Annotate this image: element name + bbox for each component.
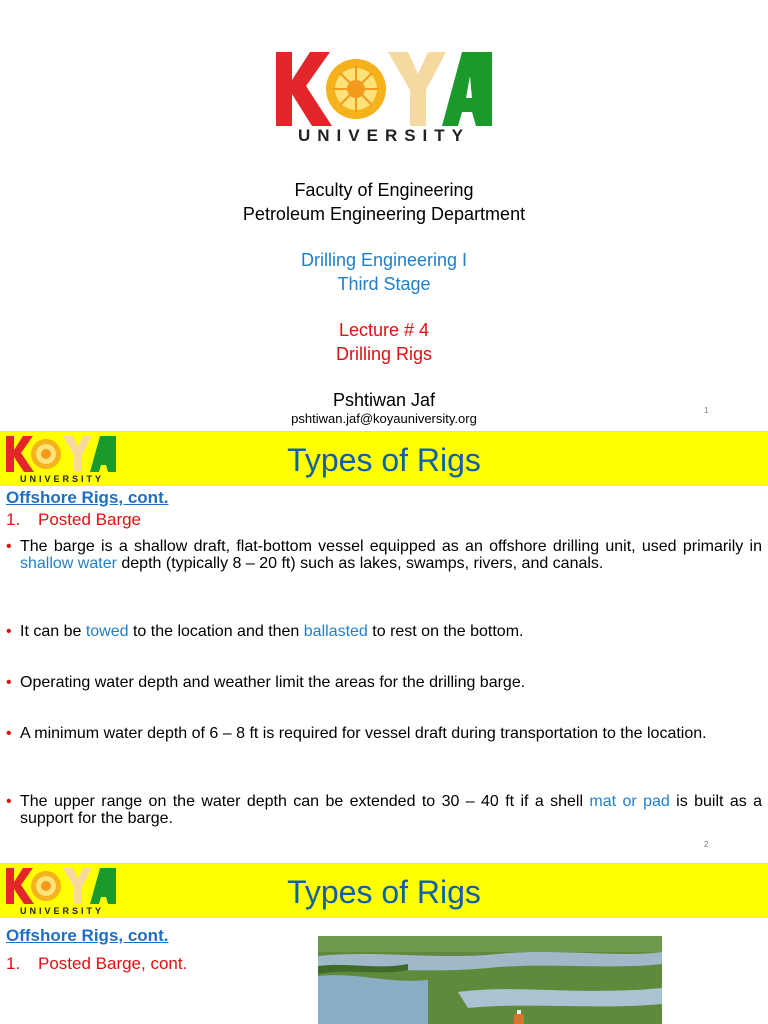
koya-logo-graphic [276, 52, 492, 144]
bullet-icon: • [6, 674, 12, 691]
swamp-landscape-photo [318, 936, 662, 1024]
bullet-point: • The barge is a shallow draft, flat-bottom vessel equipped as an offshore drilling unit, used primarily in shallow water depth (typically 8 – 20 ft) such as lakes, swamps, rivers, and canals. [6, 538, 762, 572]
lecture-topic: Drilling Rigs [335, 344, 433, 364]
bullet-point: • A minimum water depth of 6 – 8 ft is required for vessel draft during transportation to the location. [6, 725, 707, 742]
section-subheading: Offshore Rigs, cont. [6, 488, 169, 507]
highlight-towed: towed [85, 623, 129, 640]
bullet-icon: • [6, 725, 12, 742]
title-slide [0, 0, 768, 432]
slide-header [0, 432, 768, 486]
bullet-icon: • [6, 793, 12, 810]
author-name: Pshtiwan Jaf [332, 390, 436, 410]
slide-header [0, 864, 768, 918]
highlight-shallow-water: shallow water [20, 555, 117, 572]
highlight-ballasted: ballasted [303, 623, 368, 640]
item-label: Posted Barge, cont. [38, 954, 188, 973]
content-slide-posted-barge [0, 432, 768, 864]
numbered-item [6, 954, 187, 974]
logo-sub-text: UNIVERSITY [19, 474, 105, 484]
numbered-item [6, 510, 141, 530]
koya-university-logo [276, 52, 492, 144]
author-email: pshtiwan.jaf@koyauniversity.org [291, 411, 477, 426]
koya-university-logo-small [6, 436, 118, 484]
page-number: 2 [704, 840, 709, 849]
bullet-point: • Operating water depth and weather limit the areas for the drilling barge. [6, 674, 526, 691]
slide-title: Types of Rigs [287, 442, 481, 478]
content-slide-posted-barge-cont [0, 864, 768, 1024]
logo-sub-text: UNIVERSITY [297, 126, 471, 144]
item-number: 1. [6, 954, 21, 973]
bullet-icon: • [6, 538, 12, 555]
bullet-icon: • [6, 623, 12, 640]
page-number: 1 [704, 406, 709, 415]
item-number: 1. [6, 510, 21, 529]
slide-title: Types of Rigs [287, 874, 481, 910]
bullet-point: • It can be towed to the location and then ballasted to rest on the bottom. [6, 623, 524, 640]
lecture-number: Lecture # 4 [338, 320, 430, 340]
section-subheading: Offshore Rigs, cont. [6, 926, 169, 945]
faculty-name: Faculty of Engineering [294, 180, 474, 200]
logo-sub-text: UNIVERSITY [19, 906, 105, 916]
stage-name: Third Stage [337, 274, 431, 294]
department-name: Petroleum Engineering Department [242, 204, 526, 224]
item-label: Posted Barge [38, 510, 142, 529]
koya-university-logo-small [6, 868, 118, 916]
highlight-mat-or-pad: mat or pad [589, 793, 670, 810]
bullet-point: • The upper range on the water depth can be extended to 30 – 40 ft if a shell mat or pad is built as a support for the barge. [6, 793, 763, 827]
course-name: Drilling Engineering I [300, 250, 468, 270]
